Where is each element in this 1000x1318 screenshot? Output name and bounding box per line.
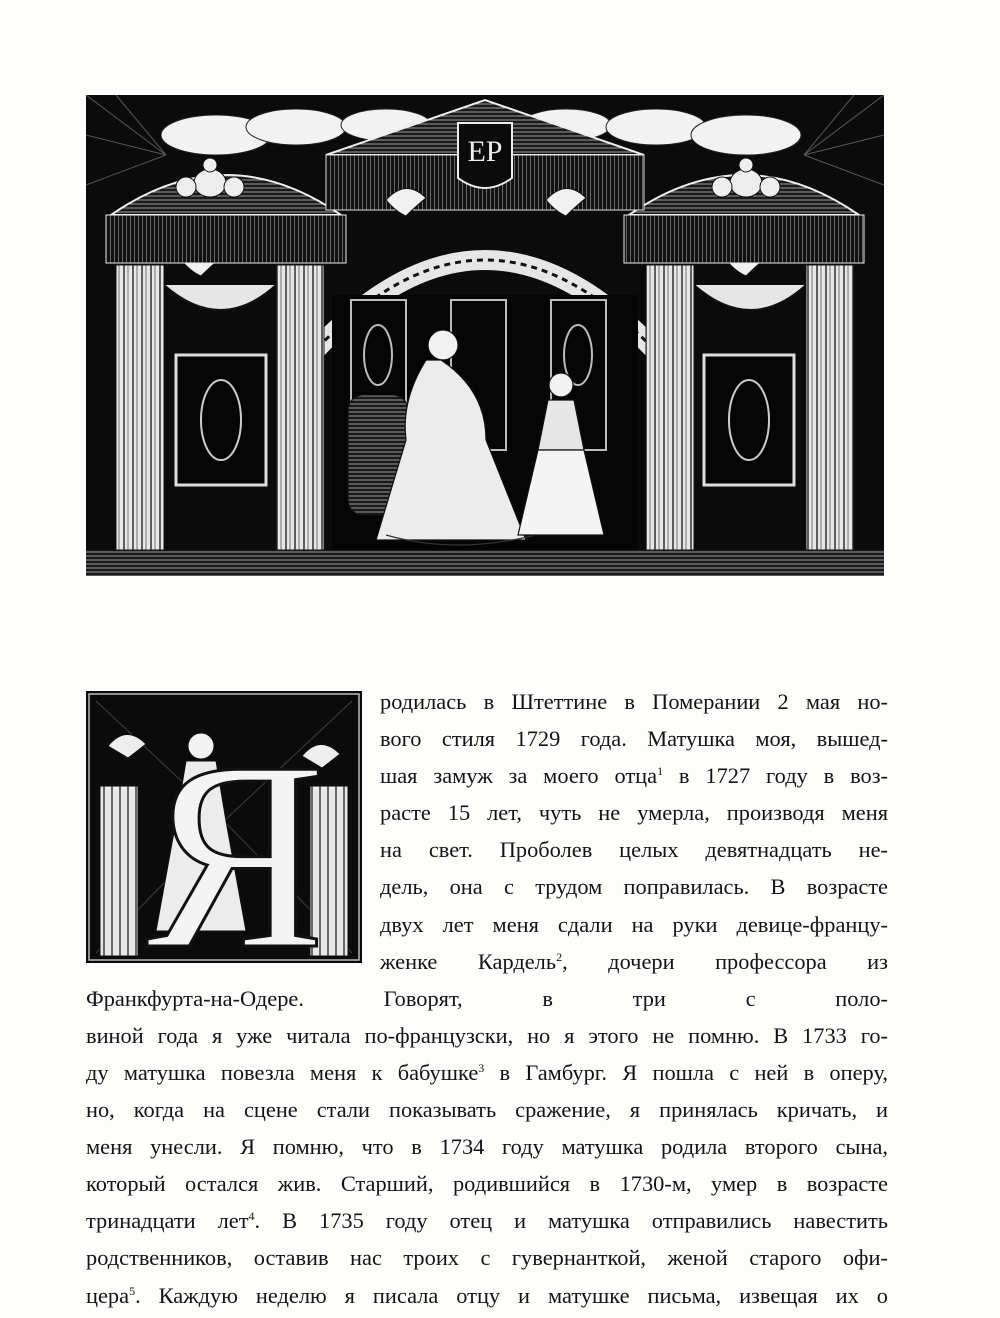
monogram-shield [458, 123, 512, 188]
text-segment: женке Кардель [380, 948, 557, 974]
right-crown [712, 158, 780, 197]
drop-cap-letter: Я [145, 706, 327, 963]
left-crown [176, 158, 244, 197]
text-line [86, 1128, 888, 1165]
text-segment: дель, она с трудом поправилась. В возрасте [380, 874, 888, 900]
text-line [86, 1277, 888, 1314]
text-segment: родилась в Штеттине в Померании 2 мая но- [380, 689, 888, 714]
text-segment: вого стиля 1729 года. Матушка моя, вышед- [380, 726, 888, 752]
footnote-mark: 2 [556, 949, 563, 964]
body-text [86, 683, 888, 1314]
text-segment: . В 1735 году отец и матушка отправились навестить [254, 1208, 888, 1234]
text-segment: шая замуж за моего отца [380, 763, 658, 789]
text-segment: который остался жив. Старший, родившийся в 1730-м, умер в возрасте [86, 1171, 888, 1197]
text-line [86, 1165, 888, 1202]
text-line [86, 980, 888, 1017]
text-segment: Франкфурта-на-Одере. Говорят, в три с поло- [86, 985, 888, 1011]
text-segment: цера [86, 1282, 130, 1308]
engraving-illustration [86, 95, 884, 576]
text-line [86, 1239, 888, 1276]
text-segment: но, когда на сцене стали показывать сражение, я принялась кричать, и [86, 1097, 888, 1123]
footnote-mark: 5 [129, 1283, 136, 1298]
text-segment: . Каждую неделю я писала отцу и матушке письма, извещая их о [135, 1282, 888, 1308]
text-segment: , дочери профессора из [562, 948, 888, 974]
text-segment: в 1727 году в воз- [663, 763, 889, 789]
footnote-mark: 3 [478, 1060, 485, 1075]
text-segment: расте 15 лет, чуть не умерла, производя меня [380, 800, 888, 826]
text-segment: ду матушка повезла меня к бабушке [86, 1059, 479, 1085]
svg-text:ЕР: ЕР [467, 135, 503, 168]
text-segment: в Гамбург. Я пошла с ней в оперу, [484, 1059, 888, 1085]
text-line [86, 1017, 888, 1054]
text-segment: тринадцати лет [86, 1208, 249, 1234]
text-segment: меня унесли. Я помню, что в 1734 году матушка родила второго сына, [86, 1134, 888, 1160]
text-line [86, 1202, 888, 1239]
text-segment: двух лет меня сдали на руки девице-францу- [380, 911, 888, 937]
footnote-mark: 1 [657, 764, 664, 779]
text-segment: родственников, оставив нас троих с гувернанткой, женой старого офи- [86, 1245, 888, 1271]
drop-cap-illustration [86, 691, 362, 963]
text-segment: виной года я уже читала по-французски, но я этого не помню. В 1733 го- [86, 1022, 888, 1048]
text-line [86, 1091, 888, 1128]
engraving-art [86, 95, 884, 576]
text-segment: на свет. Проболев целых девятнадцать не- [380, 837, 888, 863]
text-line [86, 1054, 888, 1091]
footnote-mark: 4 [248, 1209, 255, 1224]
